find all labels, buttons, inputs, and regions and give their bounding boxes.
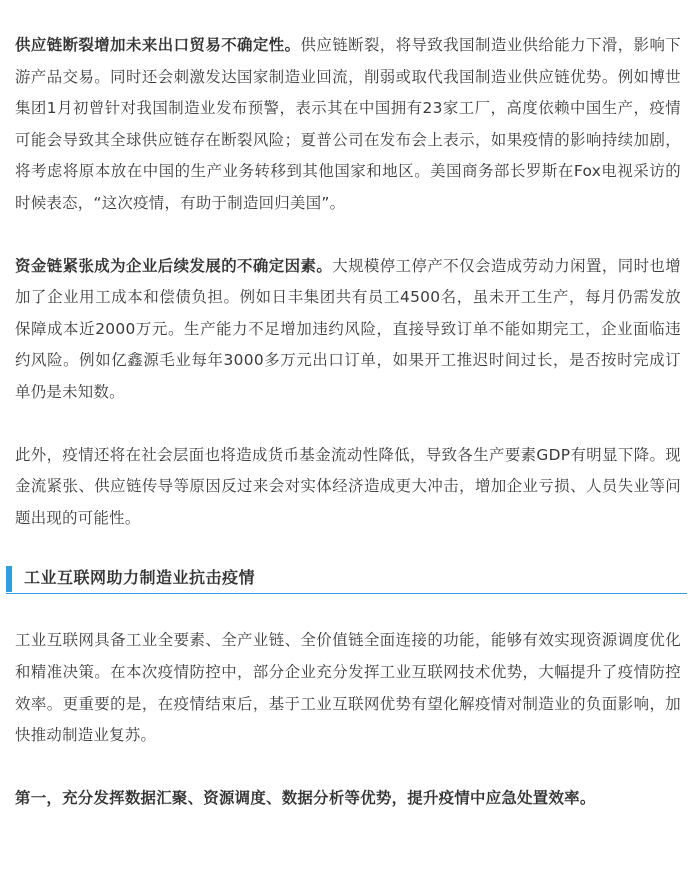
paragraph-text: 供应链断裂，将导致我国制造业供给能力下滑，影响下游产品交易。同时还会刺激发达国家制造业回流，削弱或取代我国制造业供应链优势。例如博世集团1月初曾针对我国制造业发布预警，表示其在中国拥有23家工厂，高度依赖中国生产，疫情可能会导致其全球供应链存在断裂风险；夏普公司在发布会上表示，如果疫情的影响持续加剧，将考虑将原本放在中国的生产业务转移到其他国家和地区。美国商务部长罗斯在Fox电视采访的时候表态，“这次疫情，有助于制造回归美国”。 bbox=[15, 36, 681, 212]
paragraph-lead: 资金链紧张成为企业后续发展的不确定因素。 bbox=[15, 256, 333, 275]
spacer bbox=[15, 409, 681, 440]
section-accent-bar bbox=[6, 566, 12, 592]
paragraph-industrial-internet bbox=[15, 625, 681, 751]
section-title: 工业互联网助力制造业抗击疫情 bbox=[24, 568, 256, 588]
spacer bbox=[15, 220, 681, 251]
paragraph-text: 此外，疫情还将在社会层面也将造成货币基金流动性降低，导致各生产要素GDP有明显下降。现金流紧张、供应链传导等原因反过来会对实体经济造成更大冲击，增加企业亏损、人员失业等问题出现的可能性。 bbox=[15, 445, 681, 527]
section-header bbox=[6, 563, 687, 594]
paragraph-capital-chain bbox=[15, 251, 681, 409]
article-body bbox=[15, 30, 681, 814]
spacer bbox=[15, 752, 681, 783]
paragraph-lead: 第一，充分发挥数据汇聚、资源调度、数据分析等优势，提升疫情中应急处置效率。 bbox=[15, 788, 596, 807]
paragraph-supply-chain bbox=[15, 30, 681, 220]
paragraph-text: 大规模停工停产不仅会造成劳动力闲置，同时也增加了企业用工成本和偿债负担。例如日丰集团共有员工4500名，虽未开工生产，每月仍需发放保障成本近2000万元。生产能力不足增加违约风险，直接导致订单不能如期完工，企业面临违约风险。例如亿鑫源毛业每年3000多万元出口订单，如果开工推迟时间过长，是否按时完成订单仍是未知数。 bbox=[15, 256, 681, 401]
spacer bbox=[15, 594, 681, 625]
paragraph-first-point bbox=[15, 783, 681, 815]
paragraph-lead: 供应链断裂增加未来出口贸易不确定性。 bbox=[15, 36, 301, 54]
spacer bbox=[15, 534, 681, 563]
paragraph-social-impact bbox=[15, 440, 681, 535]
paragraph-text: 工业互联网具备工业全要素、全产业链、全价值链全面连接的功能，能够有效实现资源调度优化和精准决策。在本次疫情防控中，部分企业充分发挥工业互联网技术优势，大幅提升了疫情防控效率。更重要的是，在疫情结束后，基于工业互联网优势有望化解疫情对制造业的负面影响，加快推动制造业复苏。 bbox=[15, 631, 681, 745]
